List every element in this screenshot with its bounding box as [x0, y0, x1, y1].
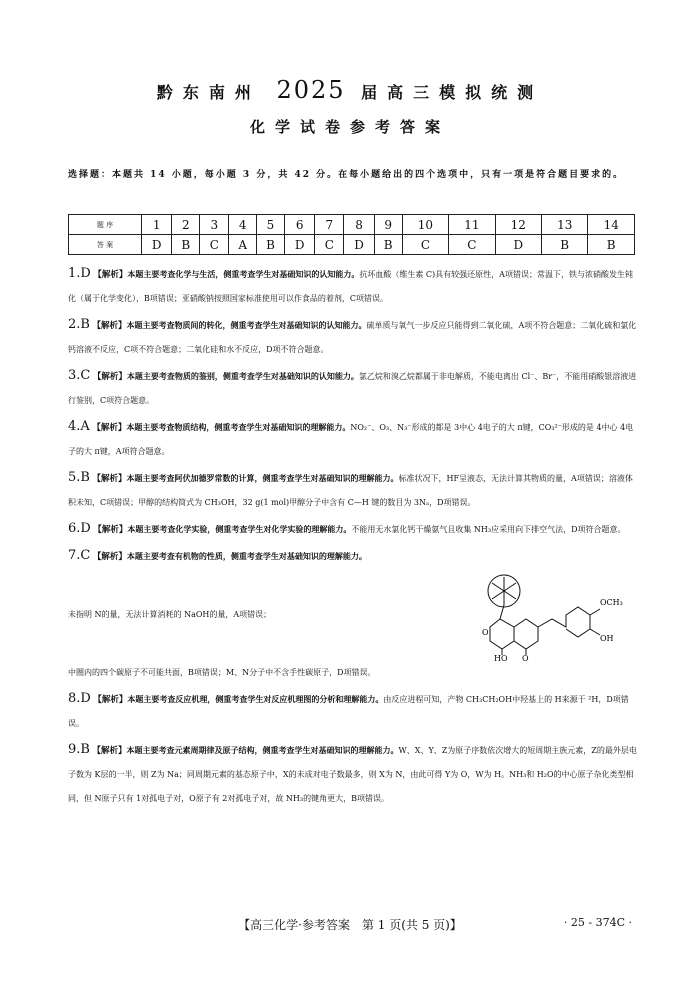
question-number: 5 — [256, 215, 284, 235]
answer-table-answer-row — [69, 235, 635, 255]
item-lead: 本题主要考查元素周期律及原子结构，侧重考查学生对基础知识的理解能力。 — [126, 745, 399, 755]
explanation-7 — [68, 544, 638, 685]
question-number: 13 — [542, 215, 588, 235]
answer-cell: C — [449, 235, 495, 255]
item-body: NO₂⁻、O₃、N₃⁻形成的都是 3中心 4电子的大 π键，CO₃²⁻形成的是 4中心 4电子的大 π键，A项符合题意。 — [68, 423, 634, 456]
item-lead: 本题主要考查物质结构，侧重考查学生对基础知识的理解能力。 — [126, 422, 351, 432]
item-number: 2.B — [68, 317, 90, 332]
item-lead: 本题主要考查反应机理，侧重考查学生对反应机理图的分析和理解能力。 — [127, 694, 384, 704]
row-label-number: 题 序 — [69, 215, 142, 235]
analysis-tag: 【解析】 — [92, 423, 127, 433]
answer-cell: B — [172, 235, 200, 255]
item-lead: 本题主要考查阿伏加德罗常数的计算，侧重考查学生对基础知识的理解能力。 — [126, 473, 399, 483]
answer-cell: D — [285, 235, 315, 255]
item-body: 由反应进程可知，产物 CH₃CH₂OH中羟基上的 H来源于 ²H，D项错误。 — [68, 695, 629, 728]
analysis-tag: 【解析】 — [92, 552, 127, 562]
analysis-tag: 【解析】 — [92, 746, 127, 756]
answer-cell: D — [344, 235, 374, 255]
answer-cell: A — [229, 235, 257, 255]
item-number: 4.A — [68, 419, 90, 434]
answer-cell: C — [402, 235, 448, 255]
oh-label: OH — [600, 634, 614, 643]
item-body: W、X、Y、Z为原子序数依次增大的短周期主族元素，Z的最外层电子数为 K层的一半，则 Z为 Na；同周期元素的基态原子中，X的未成对电子数最多，则 X为 N，由此可得 Y为 O，W为 H。NH₃和 H₂O的中心原子杂化类型相同，但 N原子只有 1对孤电子对，O原子有 2对孤电子对，故 NH₃的键角更大，B项错误。 — [68, 746, 637, 803]
item-lead: 本题主要考查化学实验，侧重考查学生对化学实验的理解能力。 — [127, 524, 352, 534]
molecule-row — [68, 569, 638, 661]
analysis-tag: 【解析】 — [93, 525, 128, 535]
answer-table-number-row — [69, 215, 635, 235]
question-number: 11 — [449, 215, 495, 235]
ho-label: HO — [494, 654, 508, 661]
answer-cell: D — [495, 235, 541, 255]
item-lead: 本题主要考查物质的鉴别，侧重考查学生对基础知识的认知能力。 — [126, 371, 359, 381]
ring-o-label: O — [482, 628, 489, 637]
item-number: 5.B — [68, 470, 90, 485]
item-number: 7.C — [68, 548, 91, 563]
keto-o-label: O — [522, 654, 529, 661]
explanation-6 — [68, 517, 638, 542]
item-number: 8.D — [68, 691, 91, 706]
item-number: 6.D — [68, 521, 91, 536]
section-intro: 选择题：本题共 14 小题，每小题 3 分，共 42 分。在每小题给出的四个选项中，只有一项是符合题目要求的。 — [68, 170, 625, 180]
och3-label: OCH₃ — [600, 598, 623, 607]
page-title — [0, 76, 700, 104]
answer-cell: B — [256, 235, 284, 255]
title-prefix: 黔东南州 — [156, 83, 261, 102]
explanation-1 — [68, 262, 638, 311]
analysis-tag: 【解析】 — [92, 372, 127, 382]
item-body: 标准状况下，HF呈液态，无法计算其物质的量，A项错误；溶液体积未知，C项错误；甲醇的结构简式为 CH₃OH，32 g(1 mol)甲醇分子中含有 C—H 键的数目为 3Nₐ，D项错误。 — [68, 474, 633, 507]
explanation-5 — [68, 466, 638, 515]
answer-cell: B — [542, 235, 588, 255]
footer-page-info: 【高三化学·参考答案 第 1 页(共 5 页)】 — [238, 918, 462, 932]
analysis-tag: 【解析】 — [92, 321, 127, 331]
question-number: 2 — [172, 215, 200, 235]
pyranone-ring — [514, 619, 538, 649]
explanation-2 — [68, 313, 638, 362]
question-number: 8 — [344, 215, 374, 235]
item-body: 硫单质与氧气一步反应只能得到二氧化硫，A项不符合题意；二氧化硫和氯化钙溶液不反应，C项不符合题意；二氧化硅和水不反应，D项不符合题意。 — [68, 321, 637, 354]
question-number: 9 — [374, 215, 402, 235]
aromatic-ring-a — [490, 619, 514, 649]
title-suffix: 届高三模拟统测 — [361, 83, 544, 102]
question-number: 14 — [588, 215, 635, 235]
explanation-8 — [68, 687, 638, 736]
analysis-tag: 【解析】 — [93, 695, 128, 705]
row-label-answer: 答 案 — [69, 235, 142, 255]
question-number: 7 — [315, 215, 344, 235]
question-number: 6 — [285, 215, 315, 235]
question-number: 1 — [142, 215, 172, 235]
item-number: 3.C — [68, 368, 91, 383]
question-number: 10 — [402, 215, 448, 235]
aromatic-ring-b — [538, 607, 590, 637]
item-lead: 本题主要考查化学与生活，侧重考查学生对基础知识的认知能力。 — [127, 269, 360, 279]
item-number: 1.D — [68, 266, 91, 281]
answer-cell: D — [142, 235, 172, 255]
explanation-9 — [68, 738, 638, 811]
answer-cell: C — [200, 235, 229, 255]
analysis-tag: 【解析】 — [92, 474, 127, 484]
molecule-structure-diagram — [482, 569, 632, 661]
answer-cell: C — [315, 235, 344, 255]
explanation-3 — [68, 364, 638, 413]
item-body: 抗坏血酸（维生素 C)具有较强还原性，A项错误；常温下，铁与浓硝酸发生钝化（属于化学变化），B项错误；亚硝酸钠按照国家标准使用可以作食品的着剂，C项错误。 — [68, 270, 633, 303]
answer-table — [68, 214, 635, 255]
explanation-4 — [68, 415, 638, 464]
question-number: 12 — [495, 215, 541, 235]
item-body-continued: 中圈内的四个碳原子不可能共面，B项错误；M、N分子中不含手性碳原子，D项错误。 — [68, 668, 376, 677]
footer-code: · 25 - 374C · — [563, 916, 632, 929]
item-number: 9.B — [68, 742, 90, 757]
item-lead: 本题主要考查物质间的转化，侧重考查学生对基础知识的认知能力。 — [126, 320, 367, 330]
ring-substituents — [492, 577, 516, 619]
item-lead: 本题主要考查有机物的性质，侧重考查学生对基础知识的理解能力。 — [126, 551, 367, 561]
question-number: 3 — [200, 215, 229, 235]
answer-cell: B — [374, 235, 402, 255]
title-year: 2025 — [276, 76, 346, 104]
item-body: 氯乙烷和溴乙烷都属于非电解质，不能电离出 Cl⁻、Br⁻，不能用硝酸银溶液进行鉴别，C项符合题意。 — [68, 372, 637, 405]
explanations — [68, 262, 638, 813]
analysis-tag: 【解析】 — [93, 270, 128, 280]
item-body: 未指明 N的量，无法计算消耗的 NaOH的量，A项错误； — [68, 610, 272, 619]
question-number: 4 — [229, 215, 257, 235]
answer-cell: B — [588, 235, 635, 255]
page-subtitle: 化学试卷参考答案 — [249, 118, 450, 136]
item-body: 不能用无水氯化钙干燥氨气且收集 NH₃应采用向下排空气法，D项符合题意。 — [351, 525, 626, 534]
